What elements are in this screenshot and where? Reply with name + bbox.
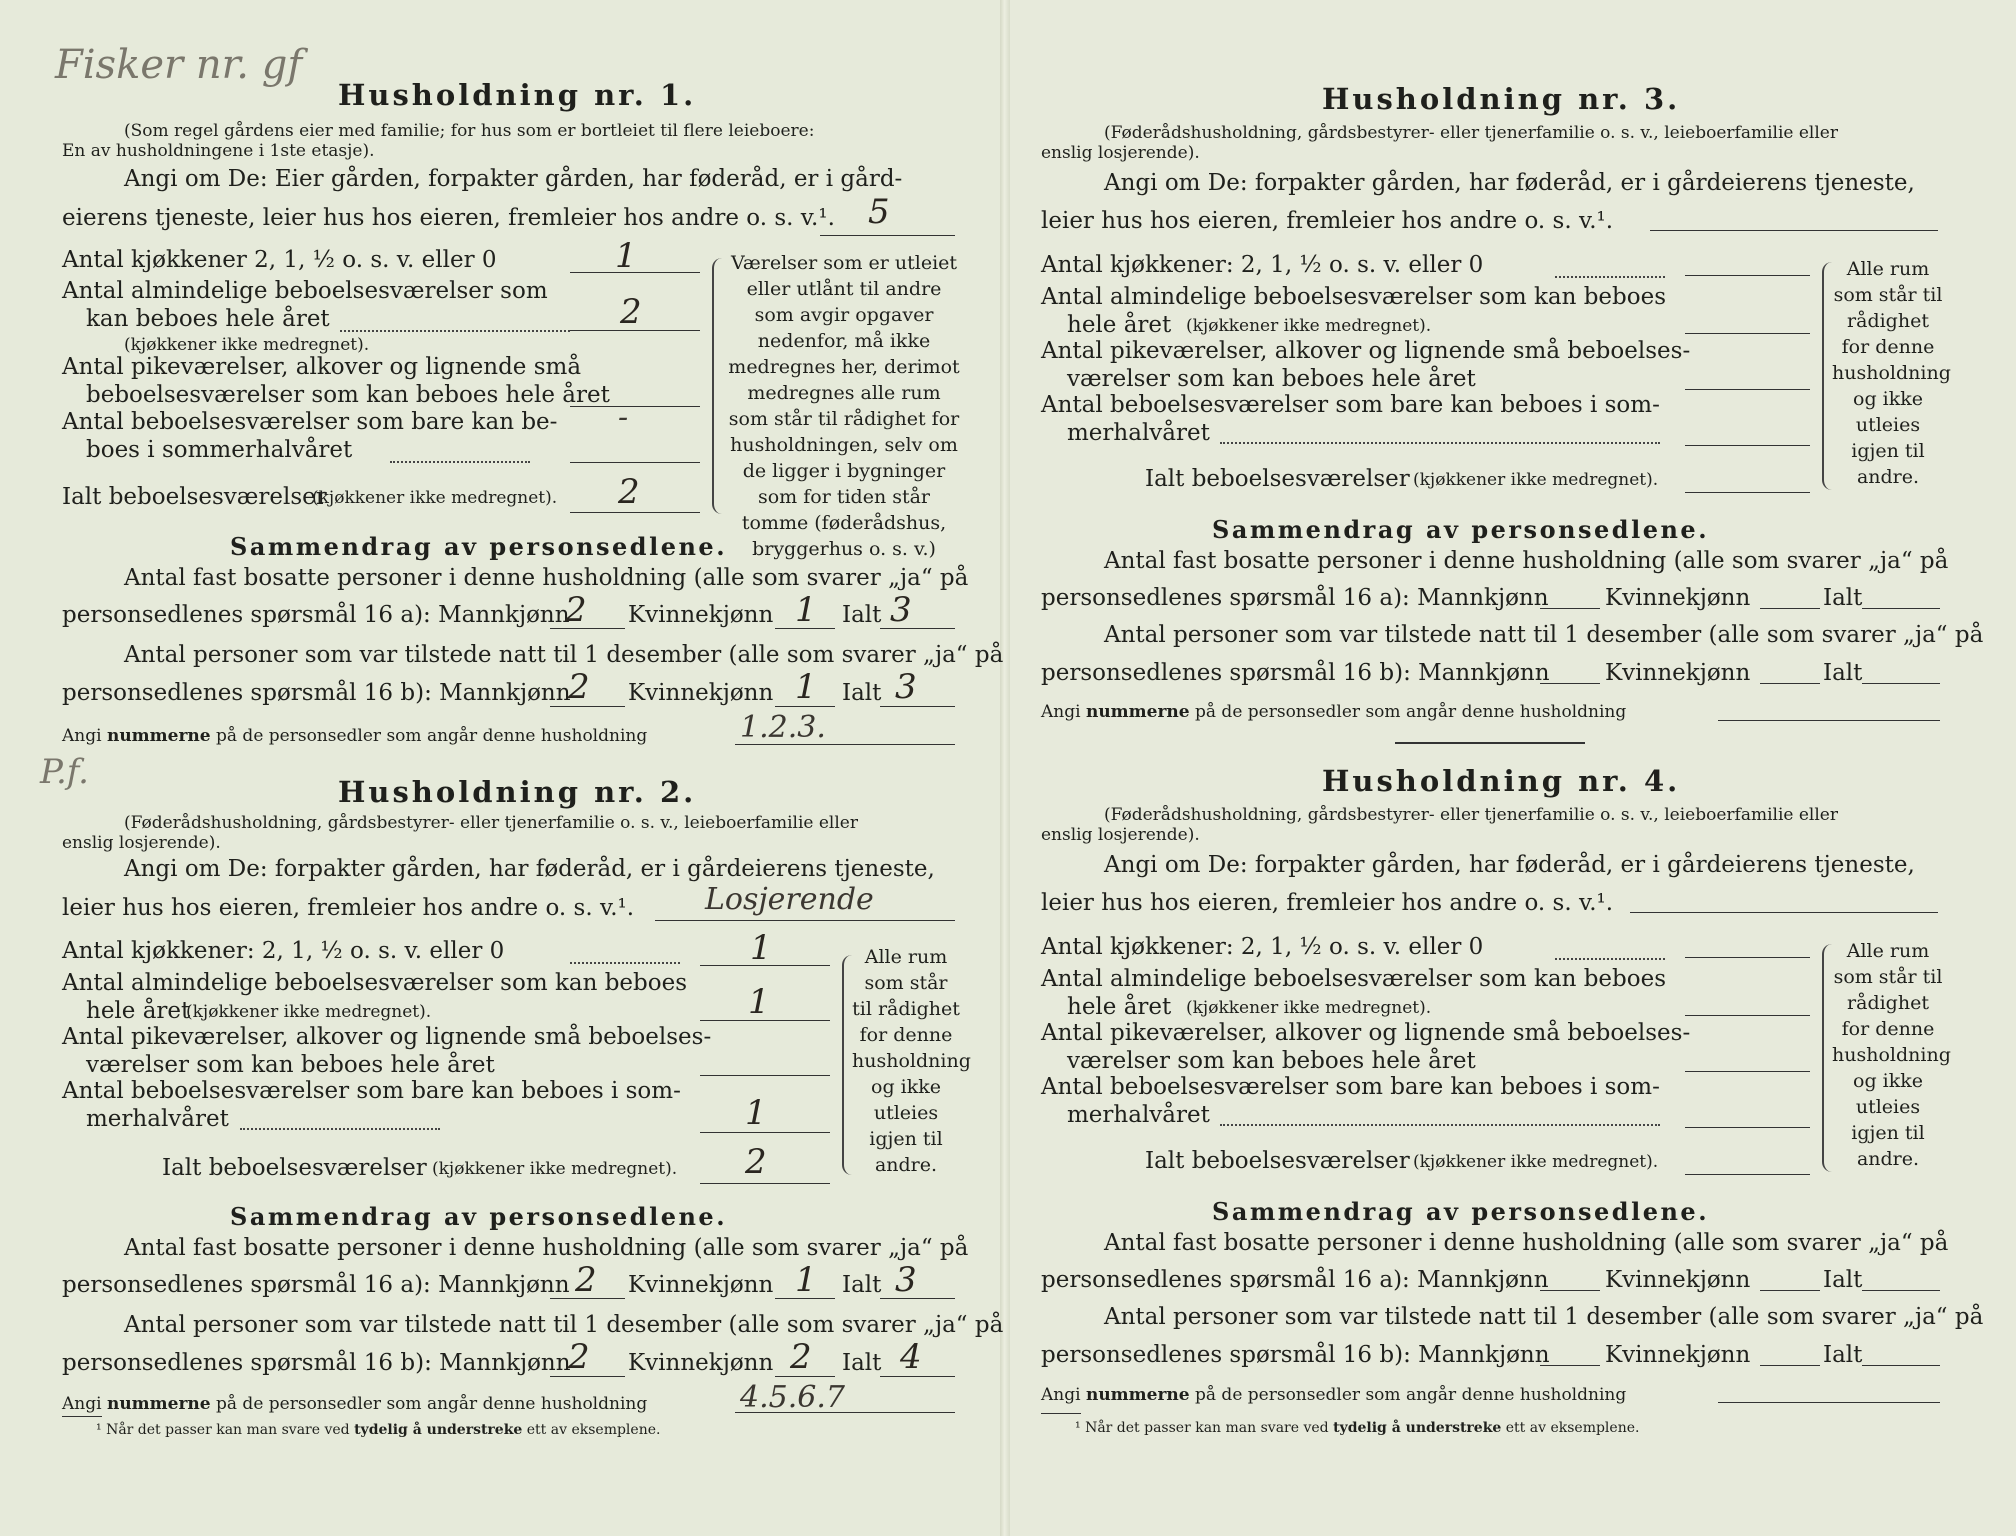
margin-note-2: P.f. (40, 752, 89, 792)
household-2-b-female: 2 (790, 1337, 812, 1377)
household-1-numbers-value: 1.2.3. (740, 710, 826, 745)
household-2-rooms-value: 1 (748, 982, 770, 1022)
household-3-rooms-label-2: hele året (1067, 312, 1172, 338)
household-2-s1-line: Antal fast bosatte personer i denne husholdning (alle som svarer „ja“ på (124, 1235, 969, 1261)
household-1-summer-label: Antal beboelsesværelser som bare kan be- (62, 409, 558, 435)
household-3-b-female-label: Kvinnekjønn (1605, 660, 1751, 686)
household-2-kitchens-label: Antal kjøkkener: 2, 1, ½ o. s. v. eller 0 (62, 938, 505, 964)
household-4-title: Husholdning nr. 4. (1322, 764, 1681, 798)
household-3-title: Husholdning nr. 3. (1322, 82, 1681, 116)
household-4-b-total-label: Ialt (1823, 1342, 1863, 1368)
household-1-intro-2: En av husholdningene i 1ste etasje). (62, 141, 375, 161)
household-1-summer-value: - (618, 400, 629, 435)
household-1-maid-label: Antal pikeværelser, alkover og lignende små (62, 354, 582, 380)
household-1-maid-label-2: beboelsesværelser som kan beboes hele året (86, 382, 610, 408)
household-2-kitchens-value: 1 (750, 928, 772, 968)
household-2-question-line-2: leier hus hos eieren, fremleier hos andre o. s. v.¹. (62, 895, 635, 921)
household-2-b-male: 2 (568, 1337, 590, 1377)
household-2-rooms-note: (kjøkkener ikke medregnet). (186, 1002, 432, 1022)
household-4-intro-2: enslig losjerende). (1041, 825, 1200, 845)
household-2-a-female: 1 (795, 1260, 817, 1300)
household-1-s1-label: personsedlenes spørsmål 16 a): Mannkjønn (62, 602, 570, 628)
household-1-b-total: 3 (895, 667, 917, 707)
household-2-title: Husholdning nr. 2. (338, 775, 697, 809)
household-3-maid-label-2: værelser som kan beboes hele året (1067, 366, 1476, 392)
household-2-numbers-label: Angi nummerne på de personsedler som angår denne husholdning (62, 1394, 648, 1414)
household-4-total-label: Ialt beboelsesværelser (1145, 1148, 1410, 1174)
household-4-a-female-label: Kvinnekjønn (1605, 1267, 1751, 1293)
household-2-a-female-label: Kvinnekjønn (628, 1272, 774, 1298)
household-3-b-total-label: Ialt (1823, 660, 1863, 686)
household-2-intro-2: enslig losjerende). (62, 833, 221, 853)
household-4-a-total-label: Ialt (1823, 1267, 1863, 1293)
household-1-b-male: 2 (568, 667, 590, 707)
household-1-b-female-label: Kvinnekjønn (628, 680, 774, 706)
household-2-summary-title: Sammendrag av personsedlene. (230, 1202, 728, 1231)
household-2-summer-value: 1 (745, 1093, 767, 1133)
household-4-rooms-label-2: hele året (1067, 994, 1172, 1020)
household-4-question-line-2: leier hus hos eieren, fremleier hos andre o. s. v.¹. (1041, 890, 1614, 916)
household-4-summer-label-2: merhalvåret (1067, 1102, 1210, 1128)
household-1-rooms-label: Antal almindelige beboelsesværelser som (62, 278, 548, 304)
household-4-b-female-label: Kvinnekjønn (1605, 1342, 1751, 1368)
household-2-maid-label: Antal pikeværelser, alkover og lignende små beboelses- (62, 1024, 712, 1050)
household-3-intro-2: enslig losjerende). (1041, 143, 1200, 163)
household-2-numbers-value: 4.5.6.7 (740, 1380, 845, 1415)
household-4-s1-line: Antal fast bosatte personer i denne husholdning (alle som svarer „ja“ på (1104, 1230, 1949, 1256)
household-1-kitchens-label: Antal kjøkkener 2, 1, ½ o. s. v. eller 0 (62, 247, 497, 273)
household-3-rooms-label: Antal almindelige beboelsesværelser som kan beboes (1041, 284, 1667, 310)
household-4-maid-label-2: værelser som kan beboes hele året (1067, 1048, 1476, 1074)
household-2-total-note: (kjøkkener ikke medregnet). (432, 1159, 678, 1179)
right-footnote: ¹ Når det passer kan man svare ved tydelig å understreke ett av eksemplene. (1075, 1420, 1640, 1436)
household-2-b-female-label: Kvinnekjønn (628, 1350, 774, 1376)
household-1-question-line-2: eierens tjeneste, leier hus hos eieren, fremleier hos andre o. s. v.¹. (62, 205, 835, 231)
household-2-side-note: Alle rum som står til rådighet for denne husholdning og ikke utleies igjen til andre. (852, 946, 971, 1176)
margin-note: Fisker nr. gf (55, 42, 303, 88)
household-4-total-note: (kjøkkener ikke medregnet). (1413, 1152, 1659, 1172)
household-3-summary-title: Sammendrag av personsedlene. (1212, 515, 1710, 544)
household-1-title: Husholdning nr. 1. (338, 78, 697, 112)
household-3-side-note: Alle rum som står til rådighet for denne husholdning og ikke utleies igjen til andre. (1832, 258, 1951, 488)
household-3-question-line-2: leier hus hos eieren, fremleier hos andre o. s. v.¹. (1041, 208, 1614, 234)
household-1-rooms-note: (kjøkkener ikke medregnet). (124, 335, 370, 355)
household-1-status-value: 5 (868, 192, 890, 232)
household-2-rooms-label: Antal almindelige beboelsesværelser som kan beboes (62, 970, 688, 996)
household-1-kitchens-value: 1 (615, 236, 637, 276)
left-footnote: ¹ Når det passer kan man svare ved tydelig å understreke ett av eksemplene. (96, 1422, 661, 1438)
household-2-total-value: 2 (745, 1142, 767, 1182)
household-2-a-total: 3 (895, 1260, 917, 1300)
household-4-rooms-note: (kjøkkener ikke medregnet). (1186, 998, 1432, 1018)
household-2-s2-line: Antal personer som var tilstede natt til 1 desember (alle som svarer „ja“ på (124, 1312, 1004, 1338)
household-1-a-total-label: Ialt (842, 602, 882, 628)
household-4-summary-title: Sammendrag av personsedlene. (1212, 1197, 1710, 1226)
household-2-a-male: 2 (575, 1260, 597, 1300)
household-3-total-label: Ialt beboelsesværelser (1145, 466, 1410, 492)
household-1-total-label: Ialt beboelsesværelser (62, 484, 327, 510)
household-1-rooms-label-2: kan beboes hele året (86, 306, 330, 332)
household-3-total-note: (kjøkkener ikke medregnet). (1413, 470, 1659, 490)
page-fold (1000, 0, 1010, 1536)
household-2-rooms-label-2: hele året (86, 998, 191, 1024)
household-4-kitchens-label: Antal kjøkkener: 2, 1, ½ o. s. v. eller 0 (1041, 934, 1484, 960)
household-4-rooms-label: Antal almindelige beboelsesværelser som kan beboes (1041, 966, 1667, 992)
household-2-question-line-1: Angi om De: forpakter gården, har føderåd, er i gårdeierens tjeneste, (124, 856, 935, 882)
household-2-a-total-label: Ialt (842, 1272, 882, 1298)
household-1-a-female-label: Kvinnekjønn (628, 602, 774, 628)
household-2-b-total-label: Ialt (842, 1350, 882, 1376)
household-2-summer-label-2: merhalvåret (86, 1106, 229, 1132)
household-1-s2-line: Antal personer som var tilstede natt til 1 desember (alle som svarer „ja“ på (124, 642, 1004, 668)
household-4-side-note: Alle rum som står til rådighet for denne husholdning og ikke utleies igjen til andre. (1832, 940, 1951, 1170)
household-1-summer-label-2: boes i sommerhalvåret (86, 437, 353, 463)
household-3-maid-label: Antal pikeværelser, alkover og lignende små beboelses- (1041, 338, 1691, 364)
household-3-a-female-label: Kvinnekjønn (1605, 585, 1751, 611)
household-1-side-note: Værelser som er utleiet eller utlånt til andre som avgir opgaver nedenfor, må ikke medregnes her, derimot medregnes alle rum som står til rådighet for husholdningen, selv om de ligger i bygninger som for tiden står tomme (føderådshus, bryggerhus o. s. v.) (728, 252, 960, 560)
household-4-s2-line: Antal personer som var tilstede natt til 1 desember (alle som svarer „ja“ på (1104, 1304, 1984, 1330)
household-3-s2-label: personsedlenes spørsmål 16 b): Mannkjønn (1041, 660, 1550, 686)
household-2-s2-label: personsedlenes spørsmål 16 b): Mannkjønn (62, 1350, 571, 1376)
household-3-s2-line: Antal personer som var tilstede natt til 1 desember (alle som svarer „ja“ på (1104, 622, 1984, 648)
household-1-s1-line: Antal fast bosatte personer i denne husholdning (alle som svarer „ja“ på (124, 565, 969, 591)
household-1-b-total-label: Ialt (842, 680, 882, 706)
household-2-s1-label: personsedlenes spørsmål 16 a): Mannkjønn (62, 1272, 570, 1298)
household-1-intro-1: (Som regel gårdens eier med familie; for hus som er bortleiet til flere leieboere: (124, 121, 815, 141)
household-1-b-female: 1 (795, 667, 817, 707)
household-3-s1-line: Antal fast bosatte personer i denne husholdning (alle som svarer „ja“ på (1104, 548, 1949, 574)
household-4-s1-label: personsedlenes spørsmål 16 a): Mannkjønn (1041, 1267, 1549, 1293)
household-3-intro-1: (Føderådshusholdning, gårdsbestyrer- eller tjenerfamilie o. s. v., leieboerfamilie eller (1104, 123, 1838, 143)
household-4-s2-label: personsedlenes spørsmål 16 b): Mannkjønn (1041, 1342, 1550, 1368)
household-1-a-female: 1 (795, 590, 817, 630)
household-3-a-total-label: Ialt (1823, 585, 1863, 611)
household-4-numbers-label: Angi nummerne på de personsedler som angår denne husholdning (1041, 1385, 1627, 1405)
household-3-numbers-label: Angi nummerne på de personsedler som angår denne husholdning (1041, 702, 1627, 722)
household-3-summer-label: Antal beboelsesværelser som bare kan beboes i som- (1041, 392, 1660, 418)
household-4-intro-1: (Føderådshusholdning, gårdsbestyrer- eller tjenerfamilie o. s. v., leieboerfamilie eller (1104, 805, 1838, 825)
household-3-s1-label: personsedlenes spørsmål 16 a): Mannkjønn (1041, 585, 1549, 611)
household-3-question-line-1: Angi om De: forpakter gården, har føderåd, er i gårdeierens tjeneste, (1104, 170, 1915, 196)
household-4-question-line-1: Angi om De: forpakter gården, har føderåd, er i gårdeierens tjeneste, (1104, 852, 1915, 878)
household-2-maid-label-2: værelser som kan beboes hele året (86, 1052, 495, 1078)
household-1-numbers-label: Angi nummerne på de personsedler som angår denne husholdning (62, 726, 648, 746)
household-4-maid-label: Antal pikeværelser, alkover og lignende små beboelses- (1041, 1020, 1691, 1046)
household-1-question-line-1: Angi om De: Eier gården, forpakter gården, har føderåd, er i gård- (124, 166, 903, 192)
household-3-kitchens-label: Antal kjøkkener: 2, 1, ½ o. s. v. eller 0 (1041, 252, 1484, 278)
household-1-total-value: 2 (618, 472, 640, 512)
household-1-total-note: (kjøkkener ikke medregnet). (312, 488, 558, 508)
household-2-b-total: 4 (900, 1337, 922, 1377)
household-2-total-label: Ialt beboelsesværelser (162, 1155, 427, 1181)
household-1-a-male: 2 (565, 590, 587, 630)
household-1-rooms-value: 2 (620, 292, 642, 332)
household-2-summer-label: Antal beboelsesværelser som bare kan beboes i som- (62, 1078, 681, 1104)
household-4-summer-label: Antal beboelsesværelser som bare kan beboes i som- (1041, 1074, 1660, 1100)
household-1-summary-title: Sammendrag av personsedlene. (230, 532, 728, 561)
household-1-a-total: 3 (890, 590, 912, 630)
household-2-intro-1: (Føderådshusholdning, gårdsbestyrer- eller tjenerfamilie o. s. v., leieboerfamilie eller (124, 813, 858, 833)
household-3-rooms-note: (kjøkkener ikke medregnet). (1186, 316, 1432, 336)
household-3-summer-label-2: merhalvåret (1067, 420, 1210, 446)
household-2-status-value: Losjerende (705, 882, 874, 917)
household-1-s2-label: personsedlenes spørsmål 16 b): Mannkjønn (62, 680, 571, 706)
